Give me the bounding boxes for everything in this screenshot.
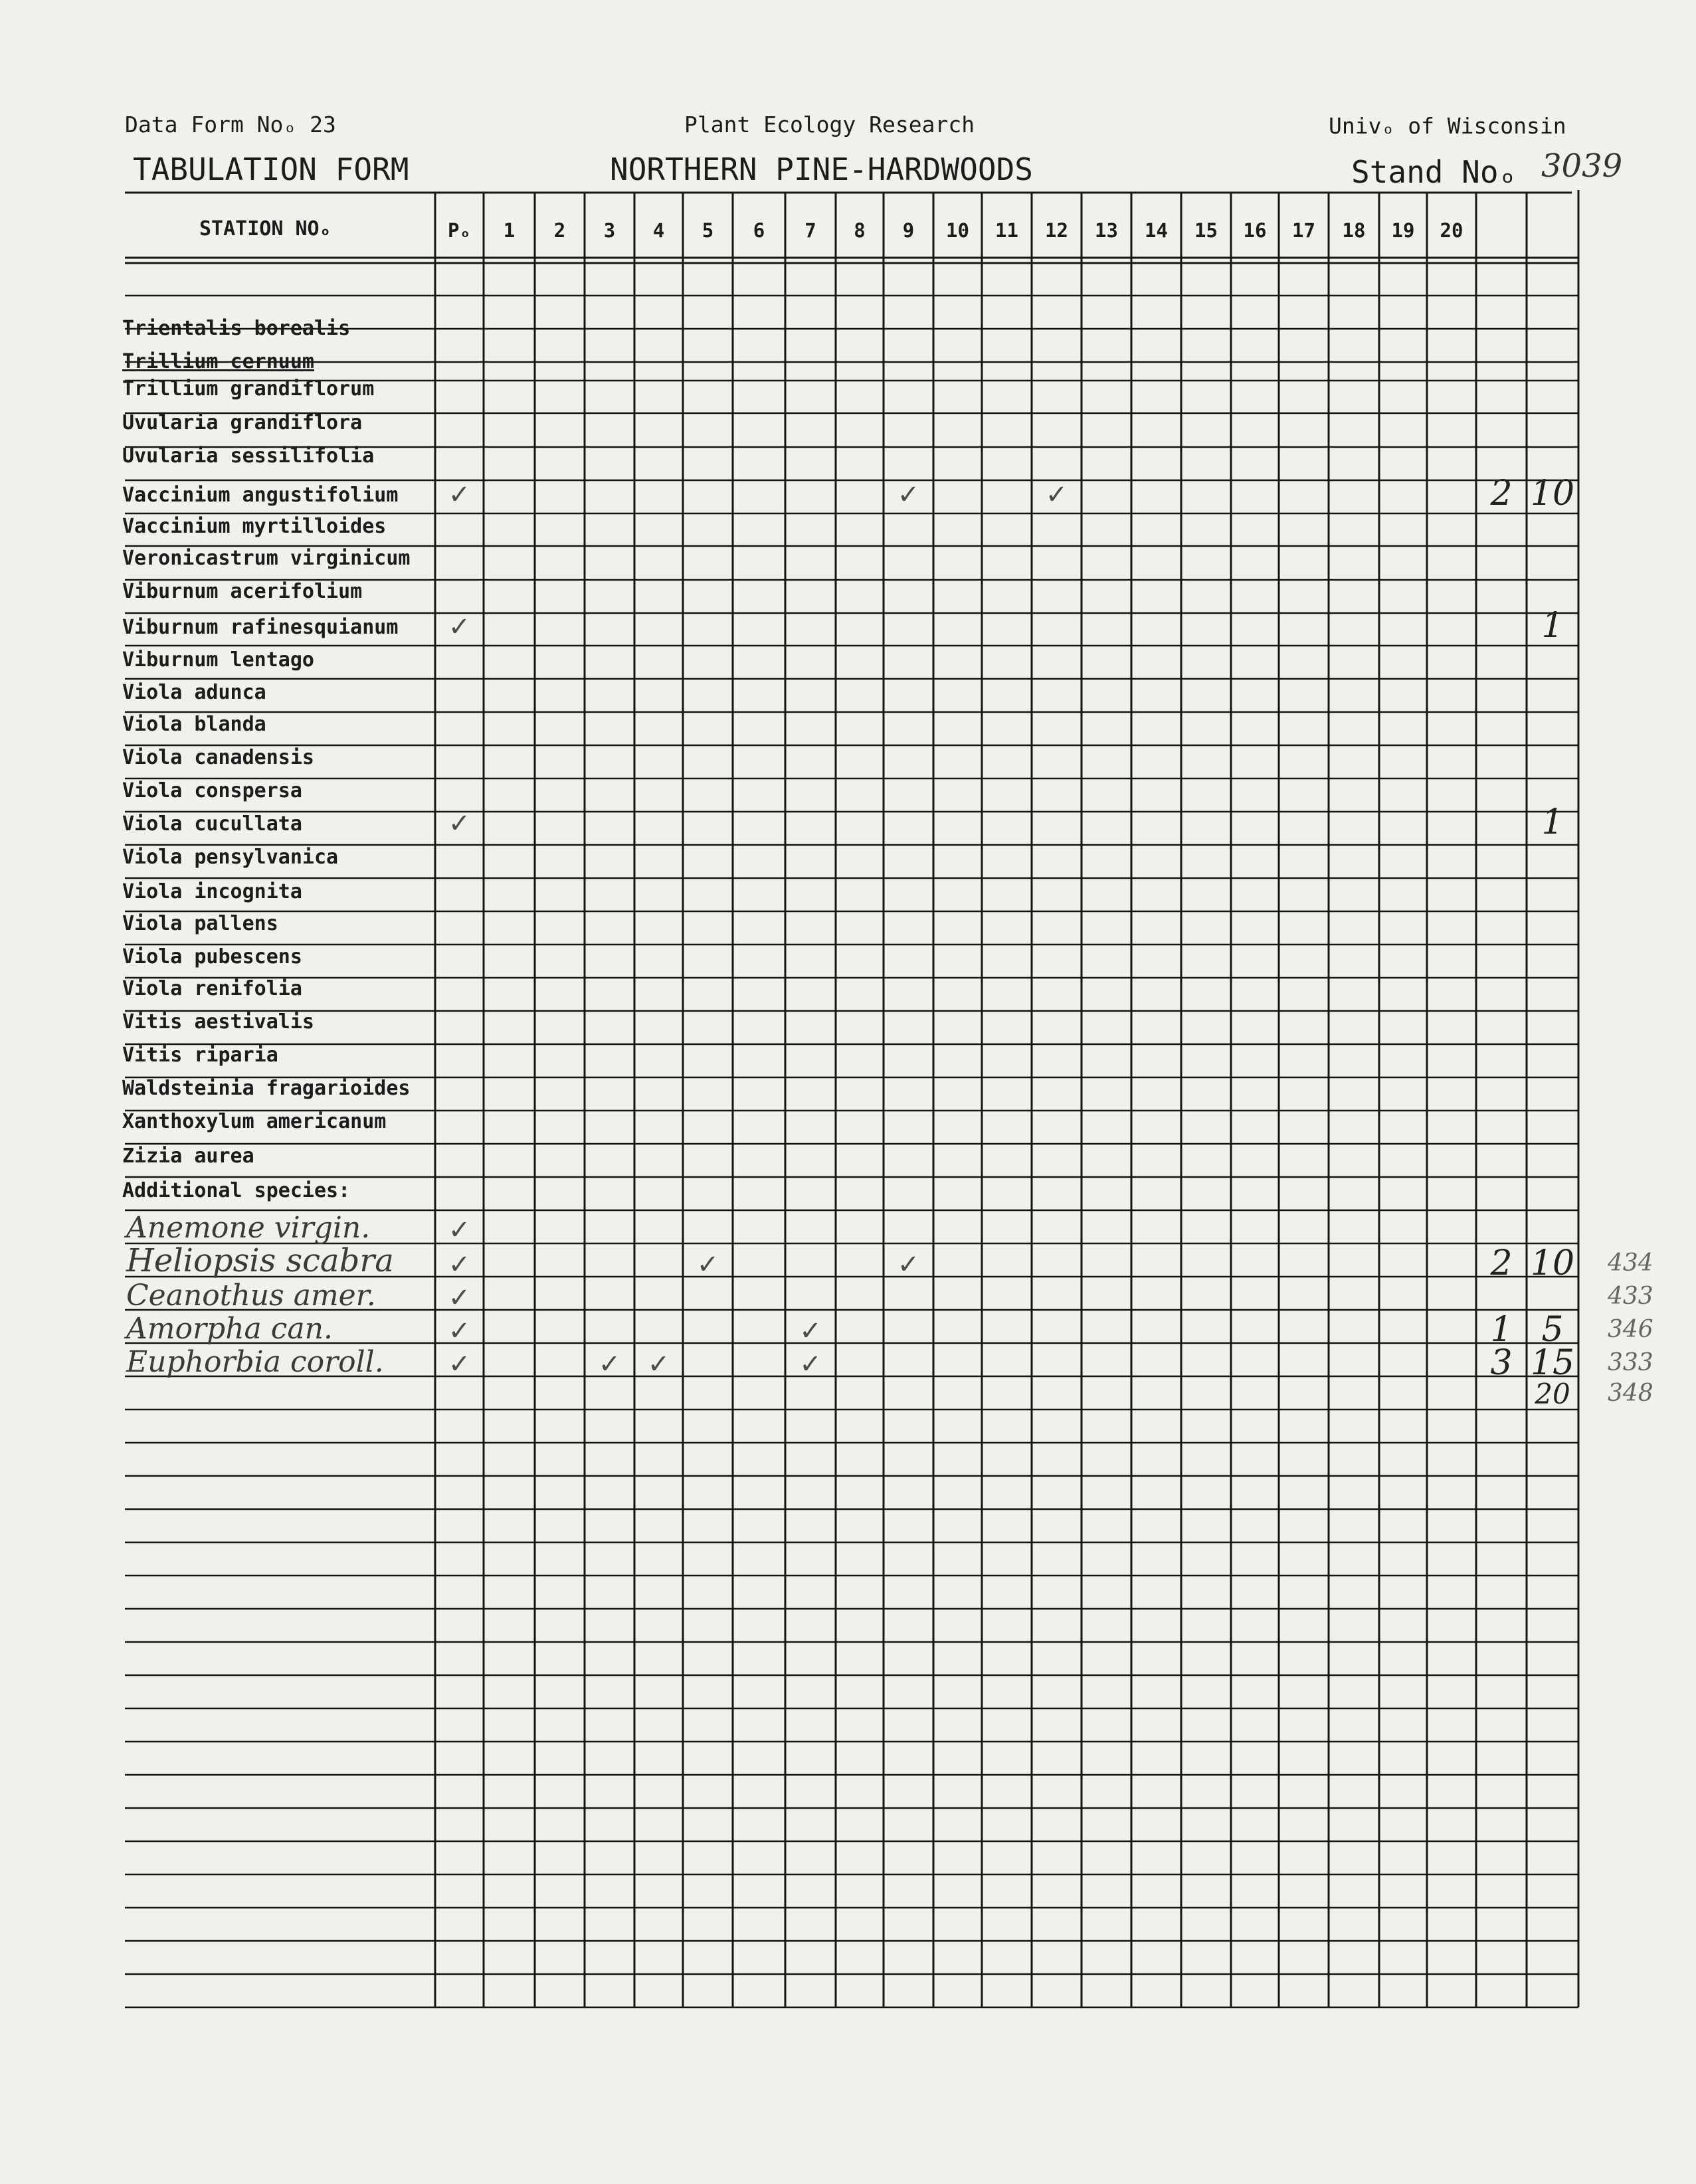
species-name: Viola pallens [122, 912, 278, 935]
species-name: Viola renifolia [122, 977, 302, 1000]
checkmark: ✓ [448, 1249, 471, 1280]
stand-label: Stand Noₒ [1351, 154, 1517, 190]
checkmark: ✓ [448, 1283, 471, 1313]
handwritten-species: Euphorbia coroll. [126, 1345, 384, 1379]
checkmark: ✓ [799, 1349, 822, 1380]
station-label: 18 [1342, 219, 1366, 242]
species-name: Viburnum lentago [122, 648, 314, 672]
species-name: Vitis riparia [122, 1044, 278, 1067]
tally-count-frequency: 1 [1490, 1310, 1513, 1350]
species-name: Vaccinium angustifolium [122, 484, 399, 507]
species-name: Uvularia grandiflora [122, 411, 363, 434]
species-name: Viola cucullata [122, 812, 302, 836]
species-name: Trientalis borealis [122, 317, 351, 340]
species-name: Vaccinium myrtilloides [122, 515, 387, 538]
checkmark: ✓ [897, 480, 920, 510]
margin-number: 333 [1608, 1349, 1653, 1376]
margin-number: 434 [1608, 1249, 1653, 1277]
species-name: Viola conspersa [122, 779, 302, 802]
station-label: 6 [753, 219, 765, 242]
checkmark: ✓ [647, 1349, 670, 1380]
station-label: 8 [854, 219, 866, 242]
species-name: Viola incognita [122, 880, 302, 903]
additional-species-label: Additional species: [122, 1179, 351, 1202]
species-name: Viburnum rafinesquianum [122, 616, 399, 639]
species-name: Xanthoxylum americanum [122, 1110, 387, 1133]
station-label: 9 [902, 219, 915, 242]
tally-count-frequency: 3 [1490, 1343, 1513, 1383]
handwritten-species: Amorpha can. [126, 1312, 333, 1346]
species-name: Veronicastrum virginicum [122, 547, 411, 570]
university-name: Univₒ of Wisconsin [1329, 113, 1566, 139]
station-label: Pₒ [448, 219, 471, 242]
species-name: Trillium grandiflorum [122, 377, 375, 401]
checkmark: ✓ [448, 808, 471, 839]
checkmark: ✓ [1045, 480, 1068, 510]
checkmark: ✓ [448, 1349, 471, 1380]
handwritten-species: Heliopsis scabra [126, 1242, 394, 1279]
checkmark: ✓ [598, 1349, 621, 1380]
research-name: Plant Ecology Research [684, 112, 975, 137]
tally-count-frequency: 2 [1490, 474, 1513, 513]
tally-count-total: 5 [1541, 1310, 1564, 1350]
station-label: 14 [1145, 219, 1168, 242]
station-label: 12 [1045, 219, 1068, 242]
species-name: Viola canadensis [122, 746, 314, 769]
form-title: TABULATION FORM [133, 151, 409, 187]
station-label: 4 [652, 219, 665, 242]
station-label: 5 [702, 219, 714, 242]
species-name: Viburnum acerifolium [122, 580, 363, 603]
tally-count-total: 1 [1541, 606, 1564, 646]
species-name: Waldsteinia fragarioides [122, 1077, 411, 1100]
margin-number: 348 [1608, 1380, 1653, 1407]
tally-count-total: 10 [1530, 474, 1575, 513]
checkmark: ✓ [448, 480, 471, 510]
checkmark: ✓ [696, 1249, 719, 1280]
tally-count-total: 10 [1530, 1243, 1575, 1283]
station-label: 16 [1243, 219, 1267, 242]
station-label: 17 [1292, 219, 1315, 242]
station-label: 19 [1391, 219, 1415, 242]
handwritten-species: Anemone virgin. [126, 1211, 371, 1245]
checkmark: ✓ [448, 1316, 471, 1346]
margin-number: 433 [1608, 1283, 1653, 1310]
form-number: Data Form Noₒ 23 [125, 112, 336, 137]
tally-count-total: 15 [1530, 1343, 1575, 1383]
tally-count-frequency: 2 [1490, 1243, 1513, 1283]
stand-number: 3039 [1541, 147, 1623, 185]
station-label: 1 [503, 219, 516, 242]
station-header: STATION NOₒ [199, 217, 331, 240]
species-name: Viola adunca [122, 681, 266, 704]
station-label: 2 [553, 219, 566, 242]
checkmark: ✓ [799, 1316, 822, 1346]
margin-number: 346 [1608, 1316, 1653, 1343]
species-name: Trillium cernuum [122, 350, 314, 373]
station-label: 13 [1095, 219, 1118, 242]
checkmark: ✓ [897, 1249, 920, 1280]
station-label: 3 [603, 219, 616, 242]
station-label: 7 [804, 219, 816, 242]
station-label: 10 [946, 219, 969, 242]
column-total: 20 [1535, 1378, 1570, 1410]
handwritten-species: Ceanothus amer. [126, 1279, 376, 1313]
checkmark: ✓ [448, 1215, 471, 1245]
species-name: Zizia aurea [122, 1144, 254, 1168]
species-name: Viola pubescens [122, 945, 302, 968]
species-name: Viola blanda [122, 713, 266, 736]
station-label: 20 [1440, 219, 1463, 242]
species-name: Viola pensylvanica [122, 846, 339, 869]
form-subtitle: NORTHERN PINE-HARDWOODS [610, 151, 1033, 187]
station-label: 15 [1194, 219, 1218, 242]
tally-count-total: 1 [1541, 802, 1564, 842]
station-label: 11 [995, 219, 1018, 242]
checkmark: ✓ [448, 612, 471, 642]
species-name: Uvularia sessilifolia [122, 444, 375, 468]
species-name: Vitis aestivalis [122, 1010, 314, 1034]
